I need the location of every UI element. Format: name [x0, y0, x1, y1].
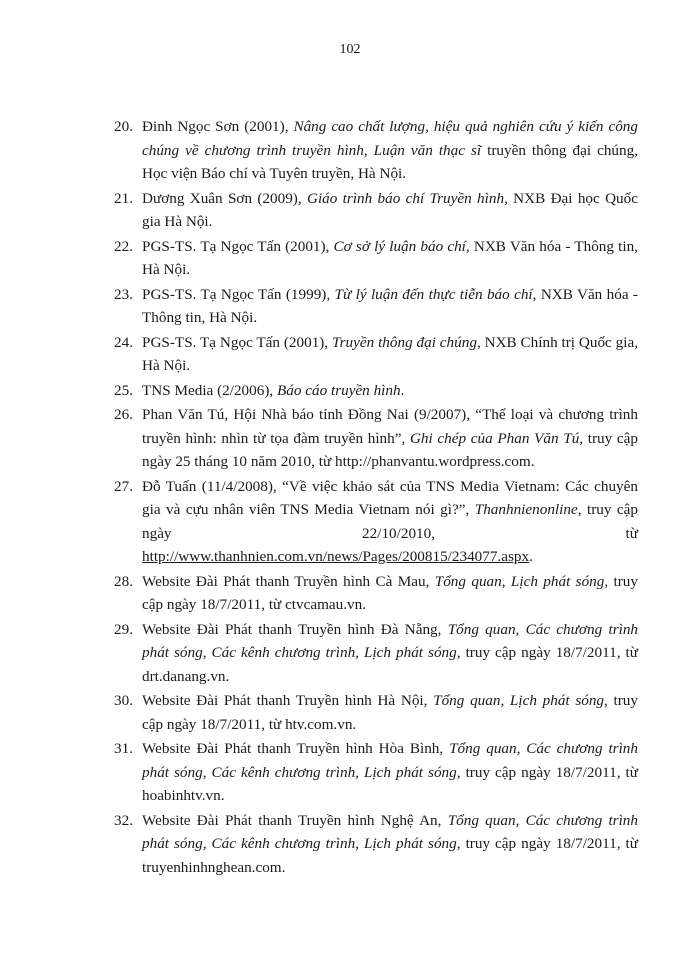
reference-title: Tổng quan, Các chương trình phát sóng, Các kênh chương trình, Lịch phát sóng: [142, 740, 638, 781]
reference-number: 20.: [114, 118, 133, 135]
reference-segment: Đỗ Tuấn (11/4/2008), “Về việc khảo sát của TNS Media Vietnam: Các chuyên gia và cựu nhân viên TNS Media Vietnam nói gì?”,: [142, 477, 638, 518]
reference-entry: [114, 475, 638, 569]
reference-segment: , truy cập ngày 22/10/2010, từ: [142, 501, 639, 542]
reference-segment: PGS-TS. Tạ Ngọc Tấn (1999),: [142, 285, 335, 303]
reference-text: [142, 235, 638, 282]
reference-text: [142, 283, 638, 330]
reference-text: [142, 809, 638, 880]
reference-title: Truyền thông đại chúng: [332, 333, 477, 351]
page-number: 102: [339, 42, 361, 57]
reference-number: 29.: [114, 620, 133, 638]
reference-number: 32.: [114, 811, 133, 829]
reference-entry: [114, 187, 638, 234]
reference-title: Luận văn thạc sĩ: [373, 141, 482, 159]
reference-title: Tổng quan, Lịch phát sóng: [433, 692, 605, 709]
reference-segment: , truy cập ngày 18/7/2011, từ drt.danang.vn.: [142, 644, 639, 685]
reference-segment: Website Đài Phát thanh Truyền hình Đà Nẵng,: [142, 620, 448, 638]
reference-segment: truyền thông đại chúng, Học viện Báo chí và Tuyên truyền, Hà Nội.: [142, 141, 638, 182]
reference-segment: Phan Văn Tú, Hội Nhà báo tỉnh Đồng Nai (9/2007), “Thể loại và chương trình truyền hình: nhìn từ tọa đàm truyền hình”,: [142, 406, 638, 447]
reference-segment: ,: [363, 141, 374, 159]
reference-segment: Đinh Ngọc Sơn (2001),: [142, 118, 294, 135]
reference-number: 26.: [114, 406, 133, 423]
reference-number: 28.: [114, 572, 133, 590]
reference-entry: [114, 403, 638, 474]
reference-entry: [114, 570, 638, 617]
reference-link[interactable]: http://www.thanhnien.com.vn/news/Pages/200815/234077.aspx: [142, 548, 530, 565]
reference-text: [142, 689, 638, 736]
reference-segment: , truy cập ngày 18/7/2011, từ hoabinhtv.vn.: [142, 763, 639, 804]
reference-text: [142, 331, 638, 378]
reference-number: 21.: [114, 189, 133, 207]
reference-title: Thanhnienonline: [474, 501, 578, 518]
reference-segment: TNS Media (2/2006),: [142, 381, 277, 399]
reference-title: Giáo trình báo chí Truyền hình: [306, 189, 505, 207]
reference-text: [142, 115, 638, 186]
reference-title: Tổng quan, Lịch phát sóng: [434, 572, 605, 590]
reference-entry: [114, 618, 638, 689]
reference-text: [142, 475, 638, 569]
reference-segment: , truy cập ngày 18/7/2011, từ truyenhinhnghean.com.: [142, 835, 639, 876]
reference-segment: .: [400, 381, 405, 399]
reference-entry: [114, 283, 638, 330]
reference-entry: [114, 115, 638, 186]
reference-title: Cơ sở lý luận báo chí: [333, 237, 466, 255]
reference-segment: Website Đài Phát thanh Truyền hình Cà Mau,: [142, 572, 435, 590]
reference-number: 31.: [114, 740, 133, 757]
reference-segment: , NXB Văn hóa - Thông tin, Hà Nội.: [142, 237, 638, 278]
reference-segment: Website Đài Phát thanh Truyền hình Nghệ An,: [142, 811, 448, 829]
reference-title: Ghi chép của Phan Văn Tú: [409, 429, 580, 447]
reference-entry: [114, 379, 638, 403]
reference-segment: , NXB Đại học Quốc gia Hà Nội.: [142, 189, 638, 230]
reference-title: Nâng cao chất lượng, hiệu quả nghiên cứu ý kiến công chúng về chương trình truyền hình: [142, 118, 638, 159]
reference-text: [142, 403, 638, 474]
reference-title: Tổng quan, Các chương trình phát sóng, Các kênh chương trình, Lịch phát sóng: [142, 811, 638, 852]
reference-title: Tổng quan, Các chương trình phát sóng, Các kênh chương trình, Lịch phát sóng: [142, 620, 639, 661]
reference-segment: , NXB Chính trị Quốc gia, Hà Nội.: [142, 333, 638, 374]
reference-segment: Website Đài Phát thanh Truyền hình Hòa Bình,: [142, 740, 450, 757]
reference-number: 25.: [114, 381, 133, 399]
reference-number: 24.: [114, 333, 133, 351]
reference-segment: , truy cập ngày 18/7/2011, từ ctvcamau.vn.: [142, 572, 638, 613]
reference-number: 23.: [114, 285, 133, 303]
reference-text: [142, 737, 638, 808]
reference-list: [114, 115, 638, 880]
reference-segment: PGS-TS. Tạ Ngọc Tấn (2001),: [142, 237, 334, 255]
reference-number: 30.: [114, 692, 133, 709]
reference-entry: [114, 809, 638, 880]
reference-segment: , truy cập ngày 25 tháng 10 năm 2010, từ http://phanvantu.wordpress.com.: [142, 429, 638, 470]
reference-segment: Dương Xuân Sơn (2009),: [142, 189, 307, 207]
reference-segment: .: [529, 548, 533, 565]
reference-segment: , NXB Văn hóa - Thông tin, Hà Nội.: [142, 285, 638, 326]
reference-text: [142, 618, 638, 689]
reference-entry: [114, 331, 638, 378]
reference-title: Báo cáo truyền hình: [276, 381, 401, 399]
reference-entry: [114, 737, 638, 808]
reference-segment: , truy cập ngày 18/7/2011, từ htv.com.vn.: [142, 692, 638, 733]
reference-entry: [114, 235, 638, 282]
reference-entry: [114, 689, 638, 736]
reference-segment: Website Đài Phát thanh Truyền hình Hà Nội,: [142, 692, 434, 709]
reference-text: [142, 570, 638, 617]
reference-segment: PGS-TS. Tạ Ngọc Tấn (2001),: [142, 333, 333, 351]
reference-title: Từ lý luận đến thực tiễn báo chí: [334, 285, 533, 303]
reference-text: [142, 379, 638, 403]
reference-text: [142, 187, 638, 234]
reference-number: 27.: [114, 477, 133, 495]
reference-number: 22.: [114, 237, 133, 255]
